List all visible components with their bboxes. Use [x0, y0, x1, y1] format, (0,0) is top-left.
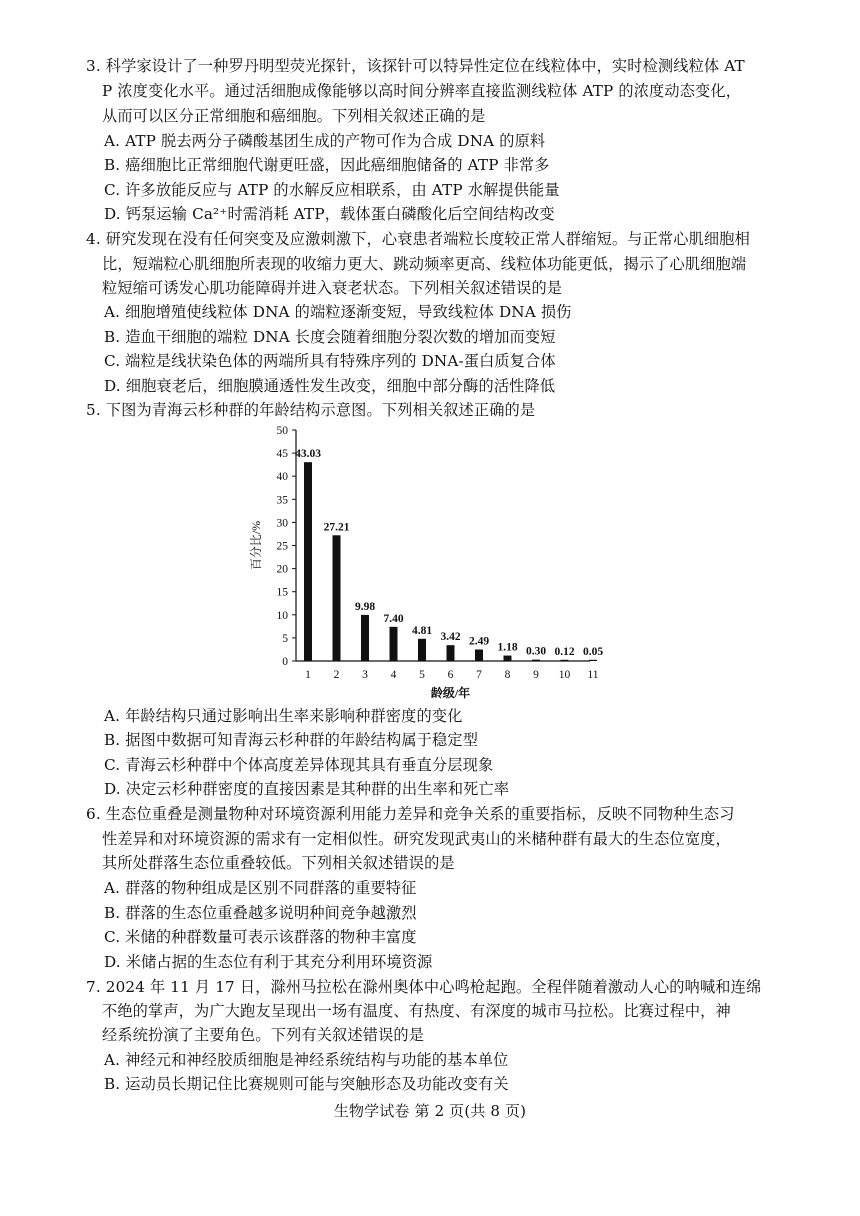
- y-tick-label: 50: [276, 425, 288, 437]
- x-tick-label: 1: [305, 669, 311, 681]
- q5-stem-line-1: 5. 下图为青海云杉种群的年龄结构示意图。下列相关叙述正确的是: [86, 401, 536, 419]
- q6-option-b: B. 群落的生态位重叠越多说明种间竞争越激烈: [104, 904, 417, 922]
- bar-age-8: [504, 656, 512, 661]
- bar-age-7: [475, 649, 483, 661]
- y-tick-label: 20: [276, 563, 288, 576]
- y-axis-title: 百分比/%: [249, 520, 263, 571]
- bar-age-3: [361, 615, 369, 661]
- x-tick-label: 5: [419, 669, 425, 681]
- x-tick-label: 7: [476, 669, 482, 681]
- value-label-age-3: 9.98: [354, 600, 376, 613]
- q3-option-c: C. 许多放能反应与 ATP 的水解反应相联系，由 ATP 水解提供能量: [104, 181, 560, 199]
- q4-option-c: C. 端粒是线状染色体的两端所具有特殊序列的 DNA-蛋白质复合体: [104, 352, 556, 370]
- y-tick-label: 0: [282, 656, 288, 668]
- q5-option-a: A. 年龄结构只通过影响出生率来影响种群密度的变化: [104, 707, 463, 725]
- age-structure-chart: [240, 418, 604, 700]
- value-label-age-8: 1.18: [497, 641, 518, 654]
- x-tick-label: 8: [504, 669, 511, 681]
- q3-option-b: B. 癌细胞比正常细胞代谢更旺盛，因此癌细胞储备的 ATP 非常多: [104, 156, 550, 174]
- q3-option-a: A. ATP 脱去两分子磷酸基团生成的产物可作为合成 DNA 的原料: [104, 132, 546, 150]
- q7-stem-line-3: 经系统扮演了主要角色。下列有关叙述错误的是: [102, 1026, 425, 1044]
- y-tick-label: 5: [282, 632, 288, 645]
- bar-age-11: [589, 660, 597, 661]
- q4-stem-line-2: 比，短端粒心肌细胞所表现的收缩力更大、跳动频率更高、线粒体功能更低，揭示了心肌细胞端: [102, 255, 747, 273]
- q7-stem-line-1: 7. 2024 年 11 月 17 日，滁州马拉松在滁州奥体中心鸣枪起跑。全程伴随着激动人心的呐喊和连绵: [86, 978, 762, 996]
- value-label-age-1: 43.03: [295, 448, 321, 461]
- y-tick-label: 35: [276, 494, 288, 507]
- q6-option-c: C. 米储的种群数量可表示该群落的物种丰富度: [104, 928, 417, 946]
- value-label-age-5: 4.81: [411, 624, 433, 637]
- q3-stem-line-3: 从而可以区分正常细胞和癌细胞。下列相关叙述正确的是: [102, 107, 486, 125]
- value-label-age-2: 27.21: [323, 521, 350, 534]
- x-tick-label: 3: [362, 669, 368, 681]
- value-label-age-10: 0.12: [554, 645, 575, 658]
- bar-age-1: [304, 462, 312, 661]
- q3-option-d: D. 钙泵运输 Ca²⁺时需消耗 ATP，载体蛋白磷酸化后空间结构改变: [104, 205, 555, 223]
- y-tick-label: 30: [276, 517, 288, 530]
- q5-option-b: B. 据图中数据可知青海云杉种群的年龄结构属于稳定型: [104, 731, 479, 749]
- q3-stem-line-1: 3. 科学家设计了一种罗丹明型荧光探针，该探针可以特异性定位在线粒体中，实时检测线粒体 AT: [86, 57, 745, 75]
- x-tick-label: 10: [558, 669, 571, 681]
- value-label-age-4: 7.40: [383, 612, 404, 625]
- x-tick-label: 6: [447, 669, 454, 681]
- q6-option-a: A. 群落的物种组成是区别不同群落的重要特征: [104, 879, 417, 897]
- y-tick-label: 45: [276, 448, 288, 461]
- bar-age-10: [561, 660, 569, 661]
- y-tick-label: 25: [276, 540, 288, 553]
- q4-stem-line-1: 4. 研究发现在没有任何突变及应激刺激下，心衰患者端粒长度较正常人群缩短。与正常心肌细胞相: [86, 230, 750, 248]
- x-tick-label: 2: [333, 669, 340, 681]
- q6-option-d: D. 米储占据的生态位有利于其充分利用环境资源: [104, 953, 433, 971]
- q7-option-b: B. 运动员长期记住比赛规则可能与突触形态及功能改变有关: [104, 1075, 509, 1093]
- q7-stem-line-2: 不绝的掌声，为广大跑友呈现出一场有温度、有热度、有深度的城市马拉松。比赛过程中，神: [102, 1002, 731, 1020]
- y-tick-label: 15: [276, 586, 288, 599]
- q6-stem-line-2: 性差异和对环境资源的需求有一定相似性。研究发现武夷山的米槠种群有最大的生态位宽度，: [102, 830, 731, 848]
- q6-stem-line-1: 6. 生态位重叠是测量物种对环境资源利用能力差异和竞争关系的重要指标，反映不同物种生态习: [86, 805, 735, 823]
- q4-option-a: A. 细胞增殖使线粒体 DNA 的端粒逐渐变短，导致线粒体 DNA 损伤: [104, 303, 572, 321]
- q4-option-d: D. 细胞衰老后，细胞膜通透性发生改变，细胞中部分酶的活性降低: [104, 377, 556, 395]
- x-axis-title: 龄级/年: [430, 686, 471, 700]
- x-tick-label: 9: [533, 669, 539, 681]
- bar-age-2: [333, 535, 341, 661]
- q4-option-b: B. 造血干细胞的端粒 DNA 长度会随着细胞分裂次数的增加而变短: [104, 328, 556, 346]
- x-tick-label: 4: [390, 669, 397, 681]
- value-label-age-9: 0.30: [525, 645, 547, 658]
- y-tick-label: 40: [276, 471, 288, 484]
- q7-option-a: A. 神经元和神经胶质细胞是神经系统结构与功能的基本单位: [104, 1051, 509, 1069]
- value-label-age-6: 3.42: [440, 631, 461, 644]
- bar-age-6: [447, 645, 455, 661]
- q6-stem-line-3: 其所处群落生态位重叠较低。下列相关叙述错误的是: [102, 854, 455, 872]
- q3-stem-line-2: P 浓度变化水平。通过活细胞成像能够以高时间分辨率直接监测线粒体 ATP 的浓度动态变化，: [102, 82, 742, 100]
- value-label-age-11: 0.05: [582, 645, 604, 658]
- q4-stem-line-3: 粒短缩可诱发心肌功能障碍并进入衰老状态。下列相关叙述错误的是: [102, 279, 563, 297]
- q5-option-c: C. 青海云杉种群中个体高度差异体现其具有垂直分层现象: [104, 756, 494, 774]
- y-tick-label: 10: [276, 609, 288, 622]
- bar-age-4: [390, 627, 398, 661]
- x-tick-label: 11: [587, 669, 599, 681]
- bar-age-5: [418, 639, 426, 661]
- q5-option-d: D. 决定云杉种群密度的直接因素是其种群的出生率和死亡率: [104, 780, 510, 798]
- page-footer: 生物学试卷 第 2 页(共 8 页): [333, 1102, 527, 1120]
- value-label-age-7: 2.49: [468, 635, 490, 648]
- bar-age-9: [532, 660, 540, 661]
